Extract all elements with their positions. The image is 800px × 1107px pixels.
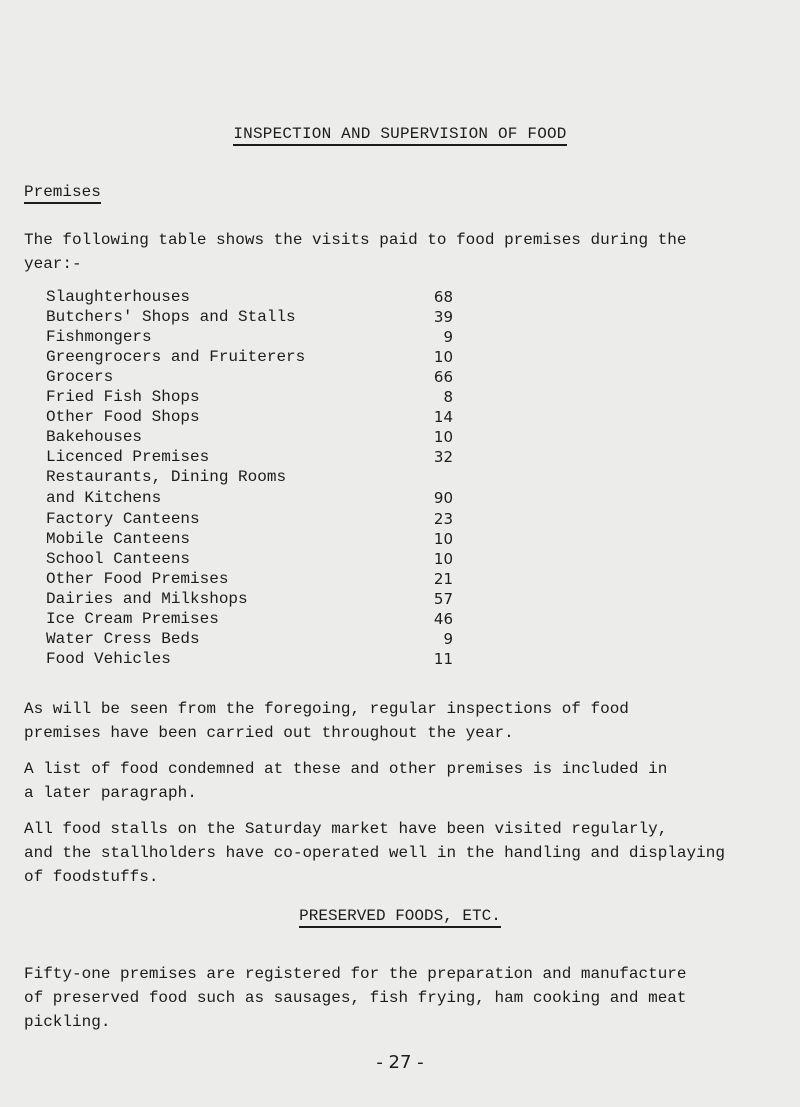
- visit-count: 23: [433, 510, 453, 528]
- table-row: [46, 529, 466, 549]
- premises-category: Fried Fish Shops: [46, 388, 200, 406]
- visit-count: 10: [433, 348, 453, 366]
- table-row: [46, 387, 466, 407]
- section-heading: Premises: [24, 183, 101, 201]
- table-row: [46, 327, 466, 347]
- visit-count: 11: [433, 650, 453, 668]
- table-row: [46, 447, 466, 467]
- premises-category: Mobile Canteens: [46, 530, 191, 548]
- subheading-preserved-foods: PRESERVED FOODS, ETC.: [0, 907, 800, 925]
- table-row: [46, 589, 466, 609]
- premises-category: Licenced Premises: [46, 448, 210, 466]
- table-row: [46, 549, 466, 569]
- table-row: [46, 347, 466, 367]
- table-row: [46, 467, 466, 509]
- premises-category: Ice Cream Premises: [46, 610, 219, 628]
- premises-category: Butchers' Shops and Stalls: [46, 308, 296, 326]
- premises-category: Greengrocers and Fruiterers: [46, 348, 306, 366]
- table-row: [46, 609, 466, 629]
- visit-count: 9: [443, 630, 453, 648]
- page-title: INSPECTION AND SUPERVISION OF FOOD: [0, 125, 800, 143]
- visit-count: 39: [433, 308, 453, 326]
- intro-paragraph: The following table shows the visits paid to food premises during the year:-: [24, 231, 687, 273]
- table-row: [46, 407, 466, 427]
- table-row: [46, 427, 466, 447]
- visit-count: 57: [433, 590, 453, 608]
- premises-category: Other Food Premises: [46, 570, 229, 588]
- visit-count: 90: [433, 489, 453, 507]
- table-row: [46, 509, 466, 529]
- premises-category: Dairies and Milkshops: [46, 590, 248, 608]
- premises-category: Fishmongers: [46, 328, 152, 346]
- visit-count: 66: [433, 368, 453, 386]
- visit-count: 9: [443, 328, 453, 346]
- visit-count: 46: [433, 610, 453, 628]
- table-row: [46, 307, 466, 327]
- visits-table: [46, 287, 466, 669]
- table-row: [46, 649, 466, 669]
- visit-count: 10: [433, 428, 453, 446]
- paragraph-market-stalls: All food stalls on the Saturday market have been visited regularly, and the stallholders have co-operated well in the handling and displaying of foodstuffs.: [24, 820, 725, 886]
- paragraph-inspections: As will be seen from the foregoing, regular inspections of food premises have been carried out throughout the year.: [24, 700, 629, 742]
- premises-category: Grocers: [46, 368, 114, 386]
- visit-count: 32: [433, 448, 453, 466]
- visit-count: 21: [433, 570, 453, 588]
- premises-category: Slaughterhouses: [46, 288, 191, 306]
- table-row: [46, 287, 466, 307]
- premises-category: Other Food Shops: [46, 408, 200, 426]
- premises-category: Factory Canteens: [46, 510, 200, 528]
- page-number: - 27 -: [376, 1052, 424, 1073]
- visit-count: 14: [433, 408, 453, 426]
- visit-count: 10: [433, 530, 453, 548]
- visit-count: 68: [433, 288, 453, 306]
- premises-category: School Canteens: [46, 550, 191, 568]
- table-row: [46, 367, 466, 387]
- table-row: [46, 569, 466, 589]
- paragraph-preserved-foods: Fifty-one premises are registered for the preparation and manufacture of preserved food such as sausages, fish frying, ham cooking and meat pickling.: [24, 965, 687, 1031]
- premises-category: Water Cress Beds: [46, 630, 200, 648]
- paragraph-condemned-food: A list of food condemned at these and other premises is included in a later paragraph.: [24, 760, 668, 802]
- premises-category: Food Vehicles: [46, 650, 171, 668]
- visit-count: 10: [433, 550, 453, 568]
- premises-category: Restaurants, Dining Rooms and Kitchens: [46, 468, 287, 507]
- visit-count: 8: [443, 388, 453, 406]
- premises-category: Bakehouses: [46, 428, 143, 446]
- table-row: [46, 629, 466, 649]
